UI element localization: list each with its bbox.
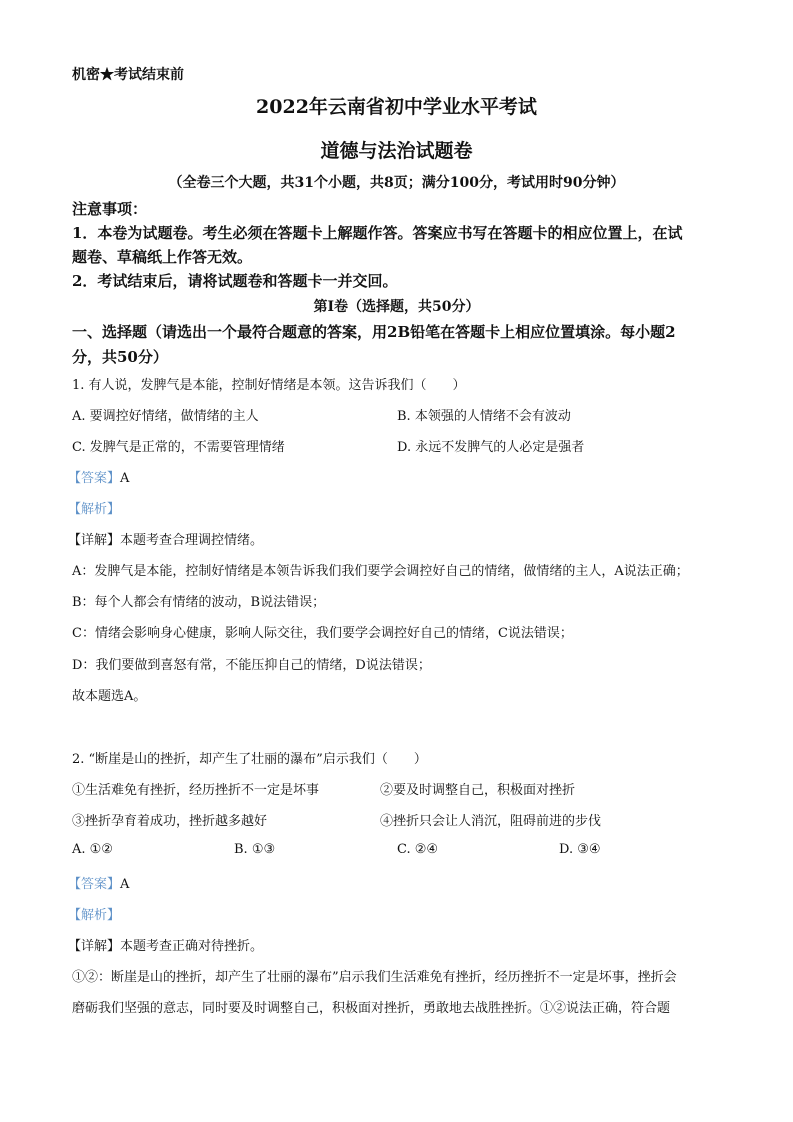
- question-2-detail: [68, 935, 263, 954]
- confidential-mark: 机密★考试结束前: [72, 67, 184, 83]
- question-2-statement-4: ④挫折只会让人消沉，阻碍前进的步伐: [380, 814, 602, 829]
- exam-title: 2022年云南省初中学业水平考试: [256, 96, 537, 118]
- question-2-option-a: A. ①②: [72, 842, 113, 857]
- answer-value: A: [120, 471, 130, 486]
- question-2-option-c: C. ②④: [397, 842, 439, 857]
- question-1-explanation-a: A：发脾气是本能，控制好情绪是本领告诉我们我们要学会调控好自己的情绪，做情绪的主人，A说法正确；: [72, 564, 689, 579]
- question-2-statement-3: ③挫折孕育着成功，挫折越多越好: [72, 814, 268, 829]
- question-1-detail: [68, 529, 263, 548]
- notice-item-1-cont: 题卷、草稿纸上作答无效。: [72, 248, 253, 266]
- question-1-option-d: D. 永远不发脾气的人必定是强者: [397, 440, 585, 455]
- question-1-analysis-label: 【解析】: [68, 502, 121, 517]
- exam-subject: 道德与法治试题卷: [320, 140, 473, 162]
- detail-intro: 本题考查合理调控情绪。: [120, 533, 264, 548]
- question-1-explanation-c: C：情绪会影响身心健康，影响人际交往，我们要学会调控好自己的情绪，C说法错误；: [72, 626, 573, 641]
- answer-label: 【答案】: [68, 471, 121, 486]
- question-2-option-d: D. ③④: [559, 842, 601, 857]
- answer-label: 【答案】: [68, 877, 121, 892]
- notice-heading: 注意事项：: [72, 200, 148, 218]
- question-2-statement-1: ①生活难免有挫折，经历挫折不一定是坏事: [72, 783, 320, 798]
- question-2-explanation-line-1: ①②：断崖是山的挫折，却产生了壮丽的瀑布”启示我们生活难免有挫折，经历挫折不一定是坏事，挫折会: [72, 970, 677, 985]
- question-1-option-c: C. 发脾气是正常的，不需要管理情绪: [72, 440, 285, 455]
- notice-item-2: 2．考试结束后，请将试题卷和答题卡一并交回。: [72, 272, 398, 290]
- question-2-statement-2: ②要及时调整自己，积极面对挫折: [380, 783, 576, 798]
- question-2-analysis-label: 【解析】: [68, 908, 121, 923]
- answer-value: A: [120, 877, 130, 892]
- exam-info: （全卷三个大题，共31个小题，共8页；满分100分，考试用时90分钟）: [168, 175, 625, 191]
- question-1-option-a: A. 要调控好情绪，做情绪的主人: [72, 409, 259, 424]
- part1-heading: 一、选择题（请选出一个最符合题意的答案，用2B铅笔在答题卡上相应位置填涂。每小题2: [72, 323, 676, 341]
- question-2-answer: [68, 873, 129, 892]
- question-1-answer: [68, 467, 129, 486]
- question-1-explanation-b: B：每个人都会有情绪的波动，B说法错误；: [72, 595, 326, 610]
- question-2-option-b: B. ①③: [234, 842, 276, 857]
- question-1-option-b: B. 本领强的人情绪不会有波动: [397, 409, 571, 424]
- detail-label: 【详解】: [68, 533, 121, 548]
- question-1-stem: 1. 有人说，发脾气是本能，控制好情绪是本领。这告诉我们（ ）: [72, 378, 466, 393]
- question-1-conclusion: 故本题选A。: [72, 689, 147, 704]
- part1-heading-cont: 分，共50分）: [72, 348, 168, 366]
- question-2-stem: 2. “断崖是山的挫折，却产生了壮丽的瀑布”启示我们（ ）: [72, 752, 427, 767]
- question-2-explanation-line-2: 磨砺我们坚强的意志，同时要及时调整自己，积极面对挫折，勇敢地去战胜挫折。①②说法正确，符合题: [72, 1001, 671, 1016]
- detail-label: 【详解】: [68, 939, 121, 954]
- notice-item-1: 1．本卷为试题卷。考生必须在答题卡上解题作答。答案应书写在答题卡的相应位置上，在试: [72, 224, 683, 242]
- question-1-explanation-d: D：我们要做到喜怒有常，不能压抑自己的情绪，D说法错误；: [72, 658, 431, 673]
- volume-heading: 第Ⅰ卷（选择题，共50分）: [313, 299, 480, 315]
- detail-intro: 本题考查正确对待挫折。: [120, 939, 264, 954]
